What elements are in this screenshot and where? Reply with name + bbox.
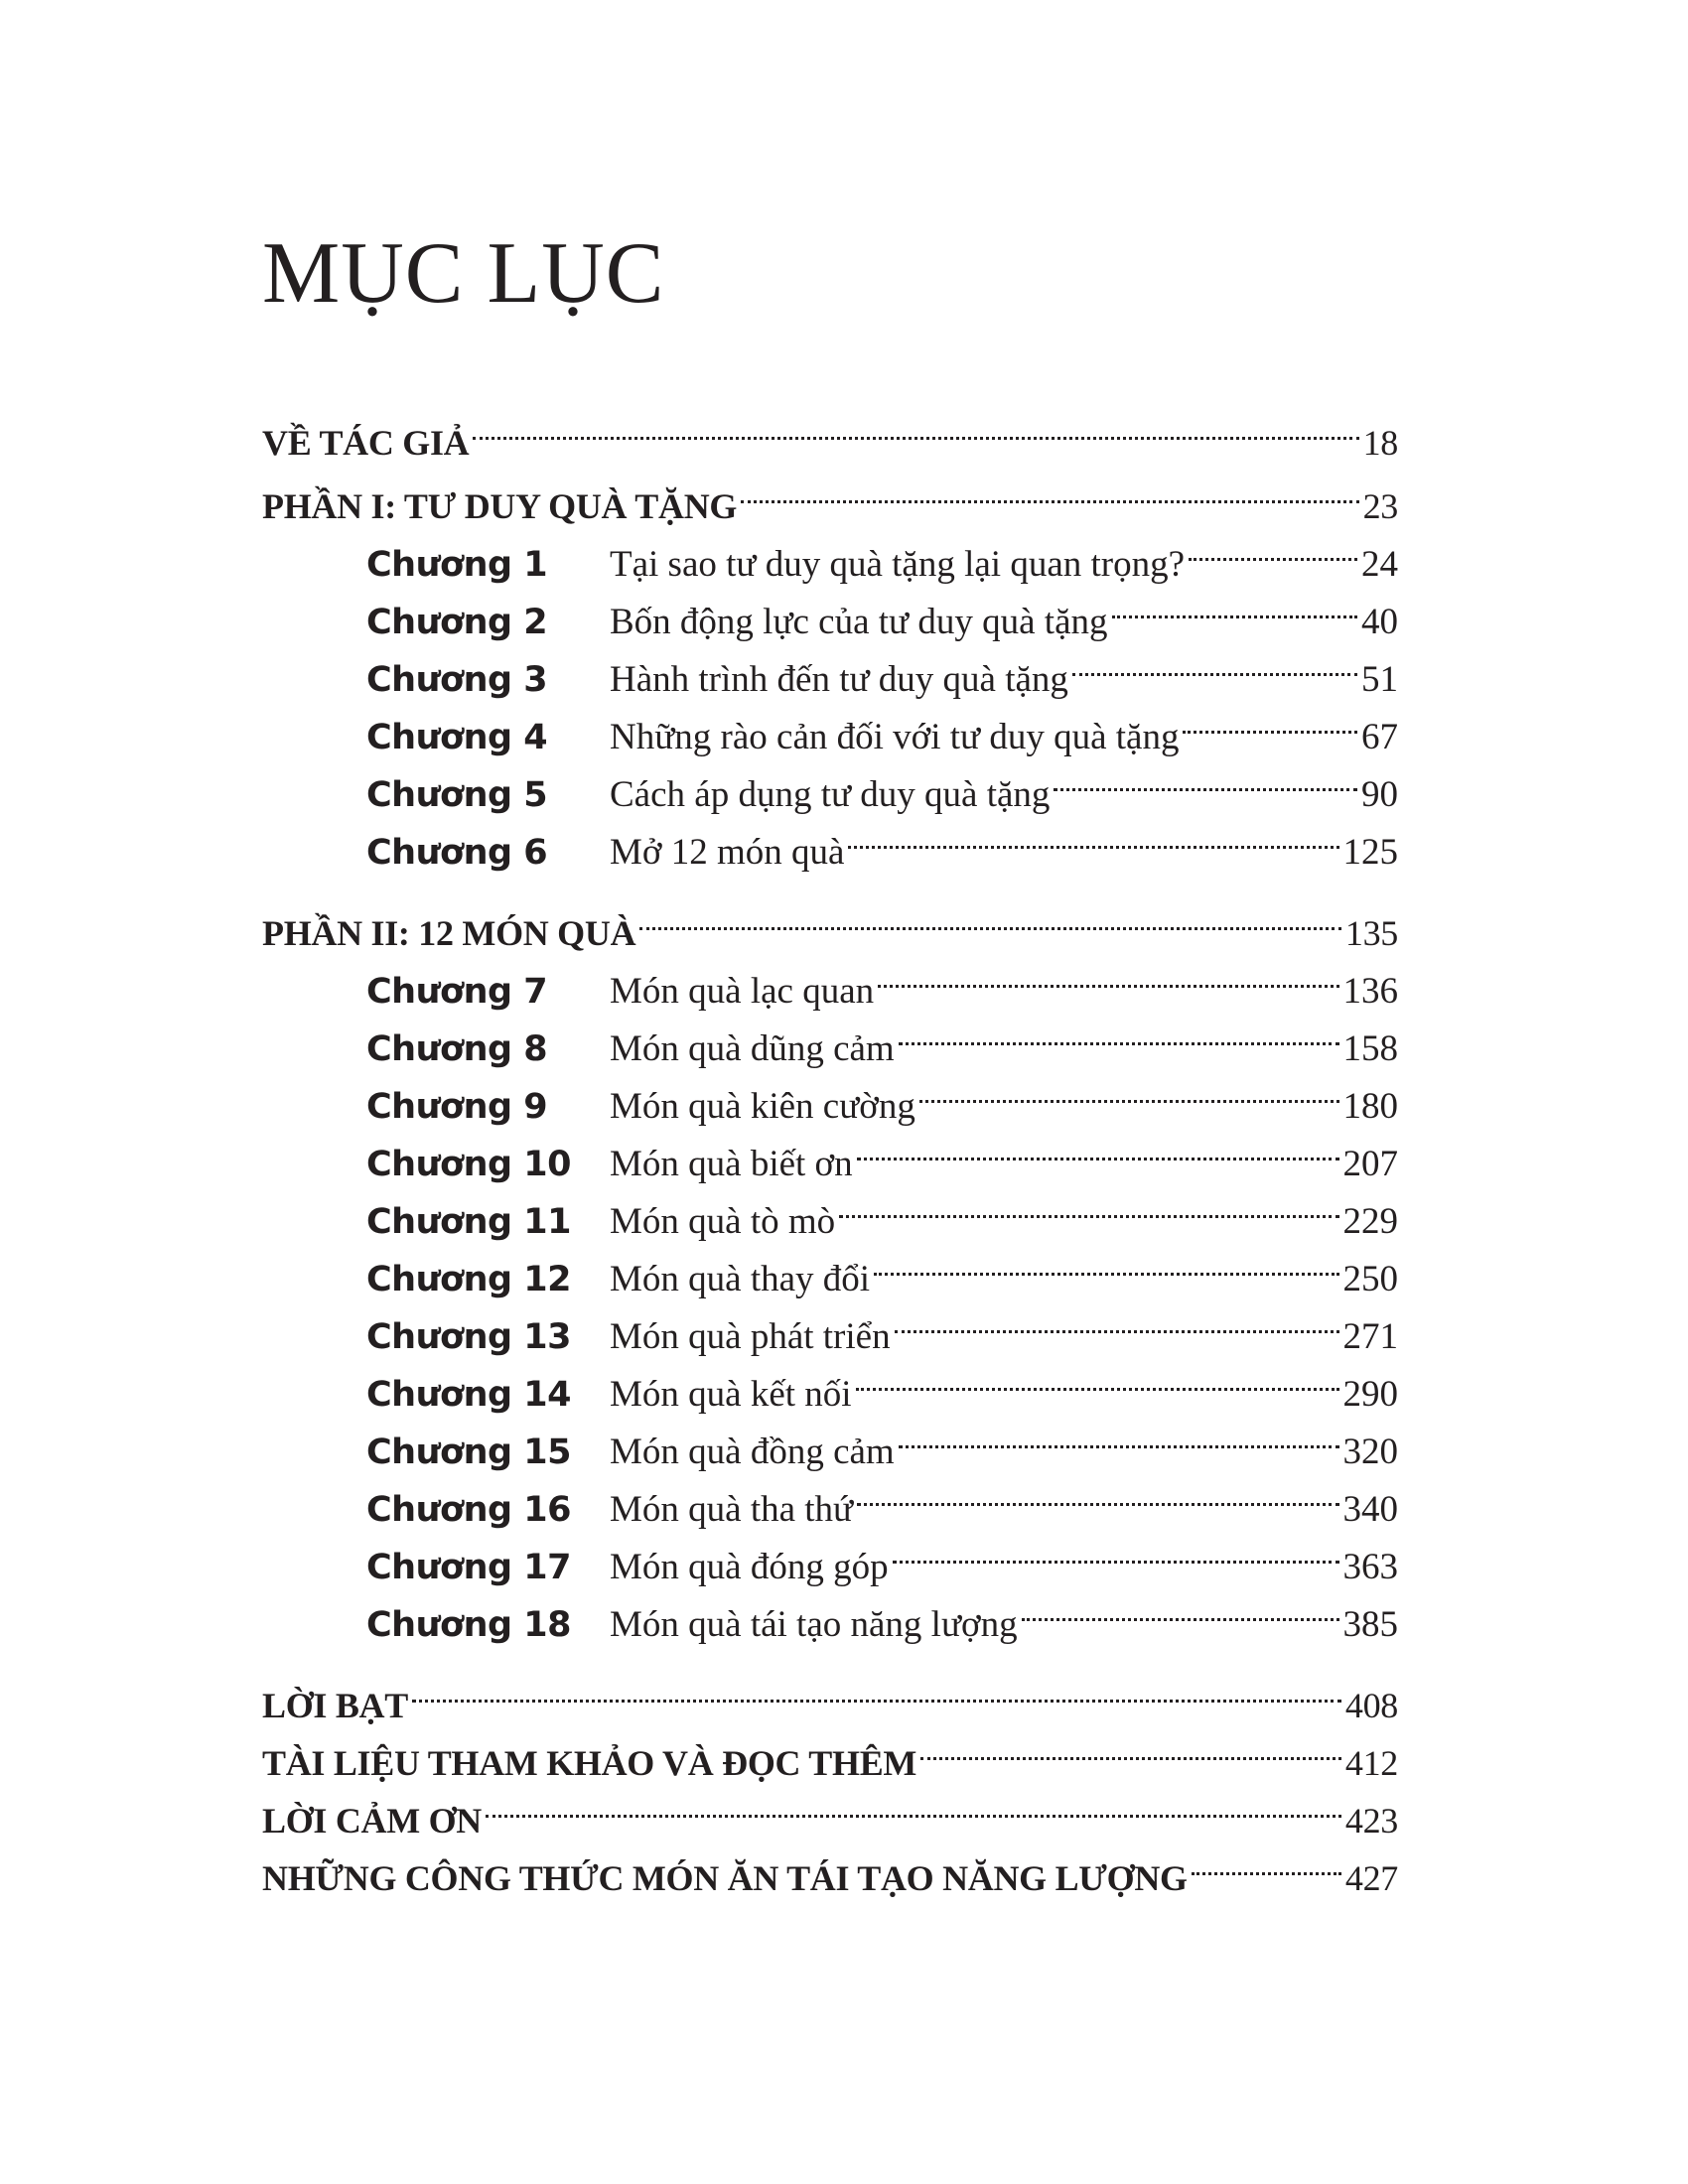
entry-title: Món quà đóng góp — [610, 1547, 889, 1587]
page-number: 427 — [1344, 1858, 1398, 1898]
entry-title: Mở 12 món quà — [610, 832, 845, 873]
entry-title: LỜI BẠT — [262, 1686, 408, 1725]
dot-leader — [839, 1175, 1338, 1233]
dot-leader — [1072, 633, 1357, 691]
chapter-label: Chương 13 — [366, 1317, 571, 1357]
dot-leader — [1022, 1578, 1339, 1636]
chapter-label: Chương 11 — [366, 1202, 571, 1242]
dot-leader — [848, 806, 1338, 864]
page-number: 229 — [1342, 1201, 1398, 1242]
page-number: 363 — [1342, 1547, 1398, 1587]
dot-leader — [893, 1521, 1339, 1578]
page-number: 23 — [1362, 486, 1398, 526]
entry-title: Món quà lạc quan — [610, 971, 875, 1012]
page-number: 340 — [1342, 1489, 1398, 1530]
page-number: 385 — [1342, 1604, 1398, 1645]
dot-leader — [857, 1118, 1339, 1175]
page-number: 423 — [1344, 1801, 1398, 1841]
toc-entry-part-2 — [262, 887, 1398, 953]
dot-leader — [1054, 749, 1357, 806]
chapter-label: Chương 10 — [366, 1145, 571, 1184]
page-number: 135 — [1344, 913, 1398, 953]
page-number: 271 — [1342, 1316, 1398, 1357]
entry-title: VỀ TÁC GIẢ — [262, 423, 470, 463]
dot-leader — [899, 1003, 1339, 1060]
dot-leader — [920, 1717, 1341, 1775]
entry-title: Món quà tha thứ — [610, 1489, 854, 1530]
dot-leader — [1192, 1833, 1341, 1890]
toc-entry-afterword — [262, 1660, 1398, 1725]
entry-title: Món quà phát triển — [610, 1316, 891, 1357]
entry-title: Bốn động lực của tư duy quà tặng — [610, 602, 1108, 642]
entry-title: LỜI CẢM ƠN — [262, 1801, 482, 1841]
dot-leader — [412, 1660, 1341, 1717]
page-number: 51 — [1361, 659, 1398, 700]
dot-leader — [1189, 518, 1357, 576]
chapter-label: Chương 9 — [366, 1087, 548, 1127]
chapter-label: Chương 4 — [366, 718, 548, 757]
chapter-label: Chương 8 — [366, 1029, 548, 1069]
entry-title: Hành trình đến tư duy quà tặng — [610, 659, 1068, 700]
entry-title: Cách áp dụng tư duy quà tặng — [610, 774, 1051, 815]
page-number: 180 — [1342, 1086, 1398, 1127]
page-number: 125 — [1342, 832, 1398, 873]
chapter-label: Chương 3 — [366, 660, 548, 700]
dot-leader — [486, 1775, 1341, 1833]
entry-title: PHẦN I: TƯ DUY QUÀ TẶNG — [262, 486, 738, 526]
dot-leader — [857, 1463, 1338, 1521]
entry-title: Món quà kiên cường — [610, 1086, 915, 1127]
page-number: 67 — [1361, 717, 1398, 757]
entry-title: Món quà dũng cảm — [610, 1028, 895, 1069]
table-of-contents — [262, 397, 1398, 1898]
dot-leader — [473, 397, 1358, 455]
page-number: 207 — [1342, 1144, 1398, 1184]
entry-title: Món quà tái tạo năng lượng — [610, 1604, 1018, 1645]
page-number: 408 — [1344, 1686, 1398, 1725]
entry-title: Món quà biết ơn — [610, 1144, 853, 1184]
chapter-label: Chương 12 — [366, 1260, 571, 1299]
chapter-label: Chương 15 — [366, 1433, 571, 1472]
entry-title: NHỮNG CÔNG THỨC MÓN ĂN TÁI TẠO NĂNG LƯỢNG — [262, 1858, 1188, 1898]
page-number: 412 — [1344, 1743, 1398, 1783]
dot-leader — [895, 1291, 1339, 1348]
dot-leader — [639, 887, 1341, 945]
toc-entry-about-author — [262, 397, 1398, 463]
page-number: 40 — [1361, 602, 1398, 642]
entry-title: PHẦN II: 12 MÓN QUÀ — [262, 913, 636, 953]
page-number: 250 — [1342, 1259, 1398, 1299]
entry-title: Món quà tò mò — [610, 1201, 836, 1242]
page-number: 136 — [1342, 971, 1398, 1012]
chapter-label: Chương 6 — [366, 833, 548, 873]
chapter-label: Chương 16 — [366, 1490, 571, 1530]
chapter-label: Chương 5 — [366, 775, 548, 815]
chapter-label: Chương 18 — [366, 1605, 571, 1645]
dot-leader — [1112, 576, 1358, 633]
dot-leader — [856, 1348, 1339, 1406]
chapter-label: Chương 1 — [366, 545, 548, 585]
entry-title: Món quà đồng cảm — [610, 1432, 895, 1472]
entry-title: Tại sao tư duy quà tặng lại quan trọng? — [610, 544, 1186, 585]
chapter-label: Chương 17 — [366, 1548, 571, 1587]
page-number: 90 — [1361, 774, 1398, 815]
toc-entry-references — [262, 1717, 1398, 1783]
entry-title: TÀI LIỆU THAM KHẢO VÀ ĐỌC THÊM — [262, 1743, 917, 1783]
page-number: 18 — [1362, 423, 1398, 463]
dot-leader — [874, 1233, 1338, 1291]
chapter-label: Chương 7 — [366, 972, 548, 1012]
page-title: MỤC LỤC — [262, 225, 665, 322]
chapter-label: Chương 2 — [366, 603, 548, 642]
page-number: 290 — [1342, 1374, 1398, 1415]
page-number: 24 — [1361, 544, 1398, 585]
entry-title: Món quà kết nối — [610, 1374, 852, 1415]
dot-leader — [919, 1060, 1339, 1118]
dot-leader — [1183, 691, 1357, 749]
chapter-label: Chương 14 — [366, 1375, 571, 1415]
page-number: 158 — [1342, 1028, 1398, 1069]
entry-title: Món quà thay đổi — [610, 1259, 871, 1299]
page-number: 320 — [1342, 1432, 1398, 1472]
dot-leader — [878, 945, 1338, 1003]
dot-leader — [741, 461, 1358, 518]
entry-title: Những rào cản đối với tư duy quà tặng — [610, 717, 1180, 757]
dot-leader — [899, 1406, 1339, 1463]
